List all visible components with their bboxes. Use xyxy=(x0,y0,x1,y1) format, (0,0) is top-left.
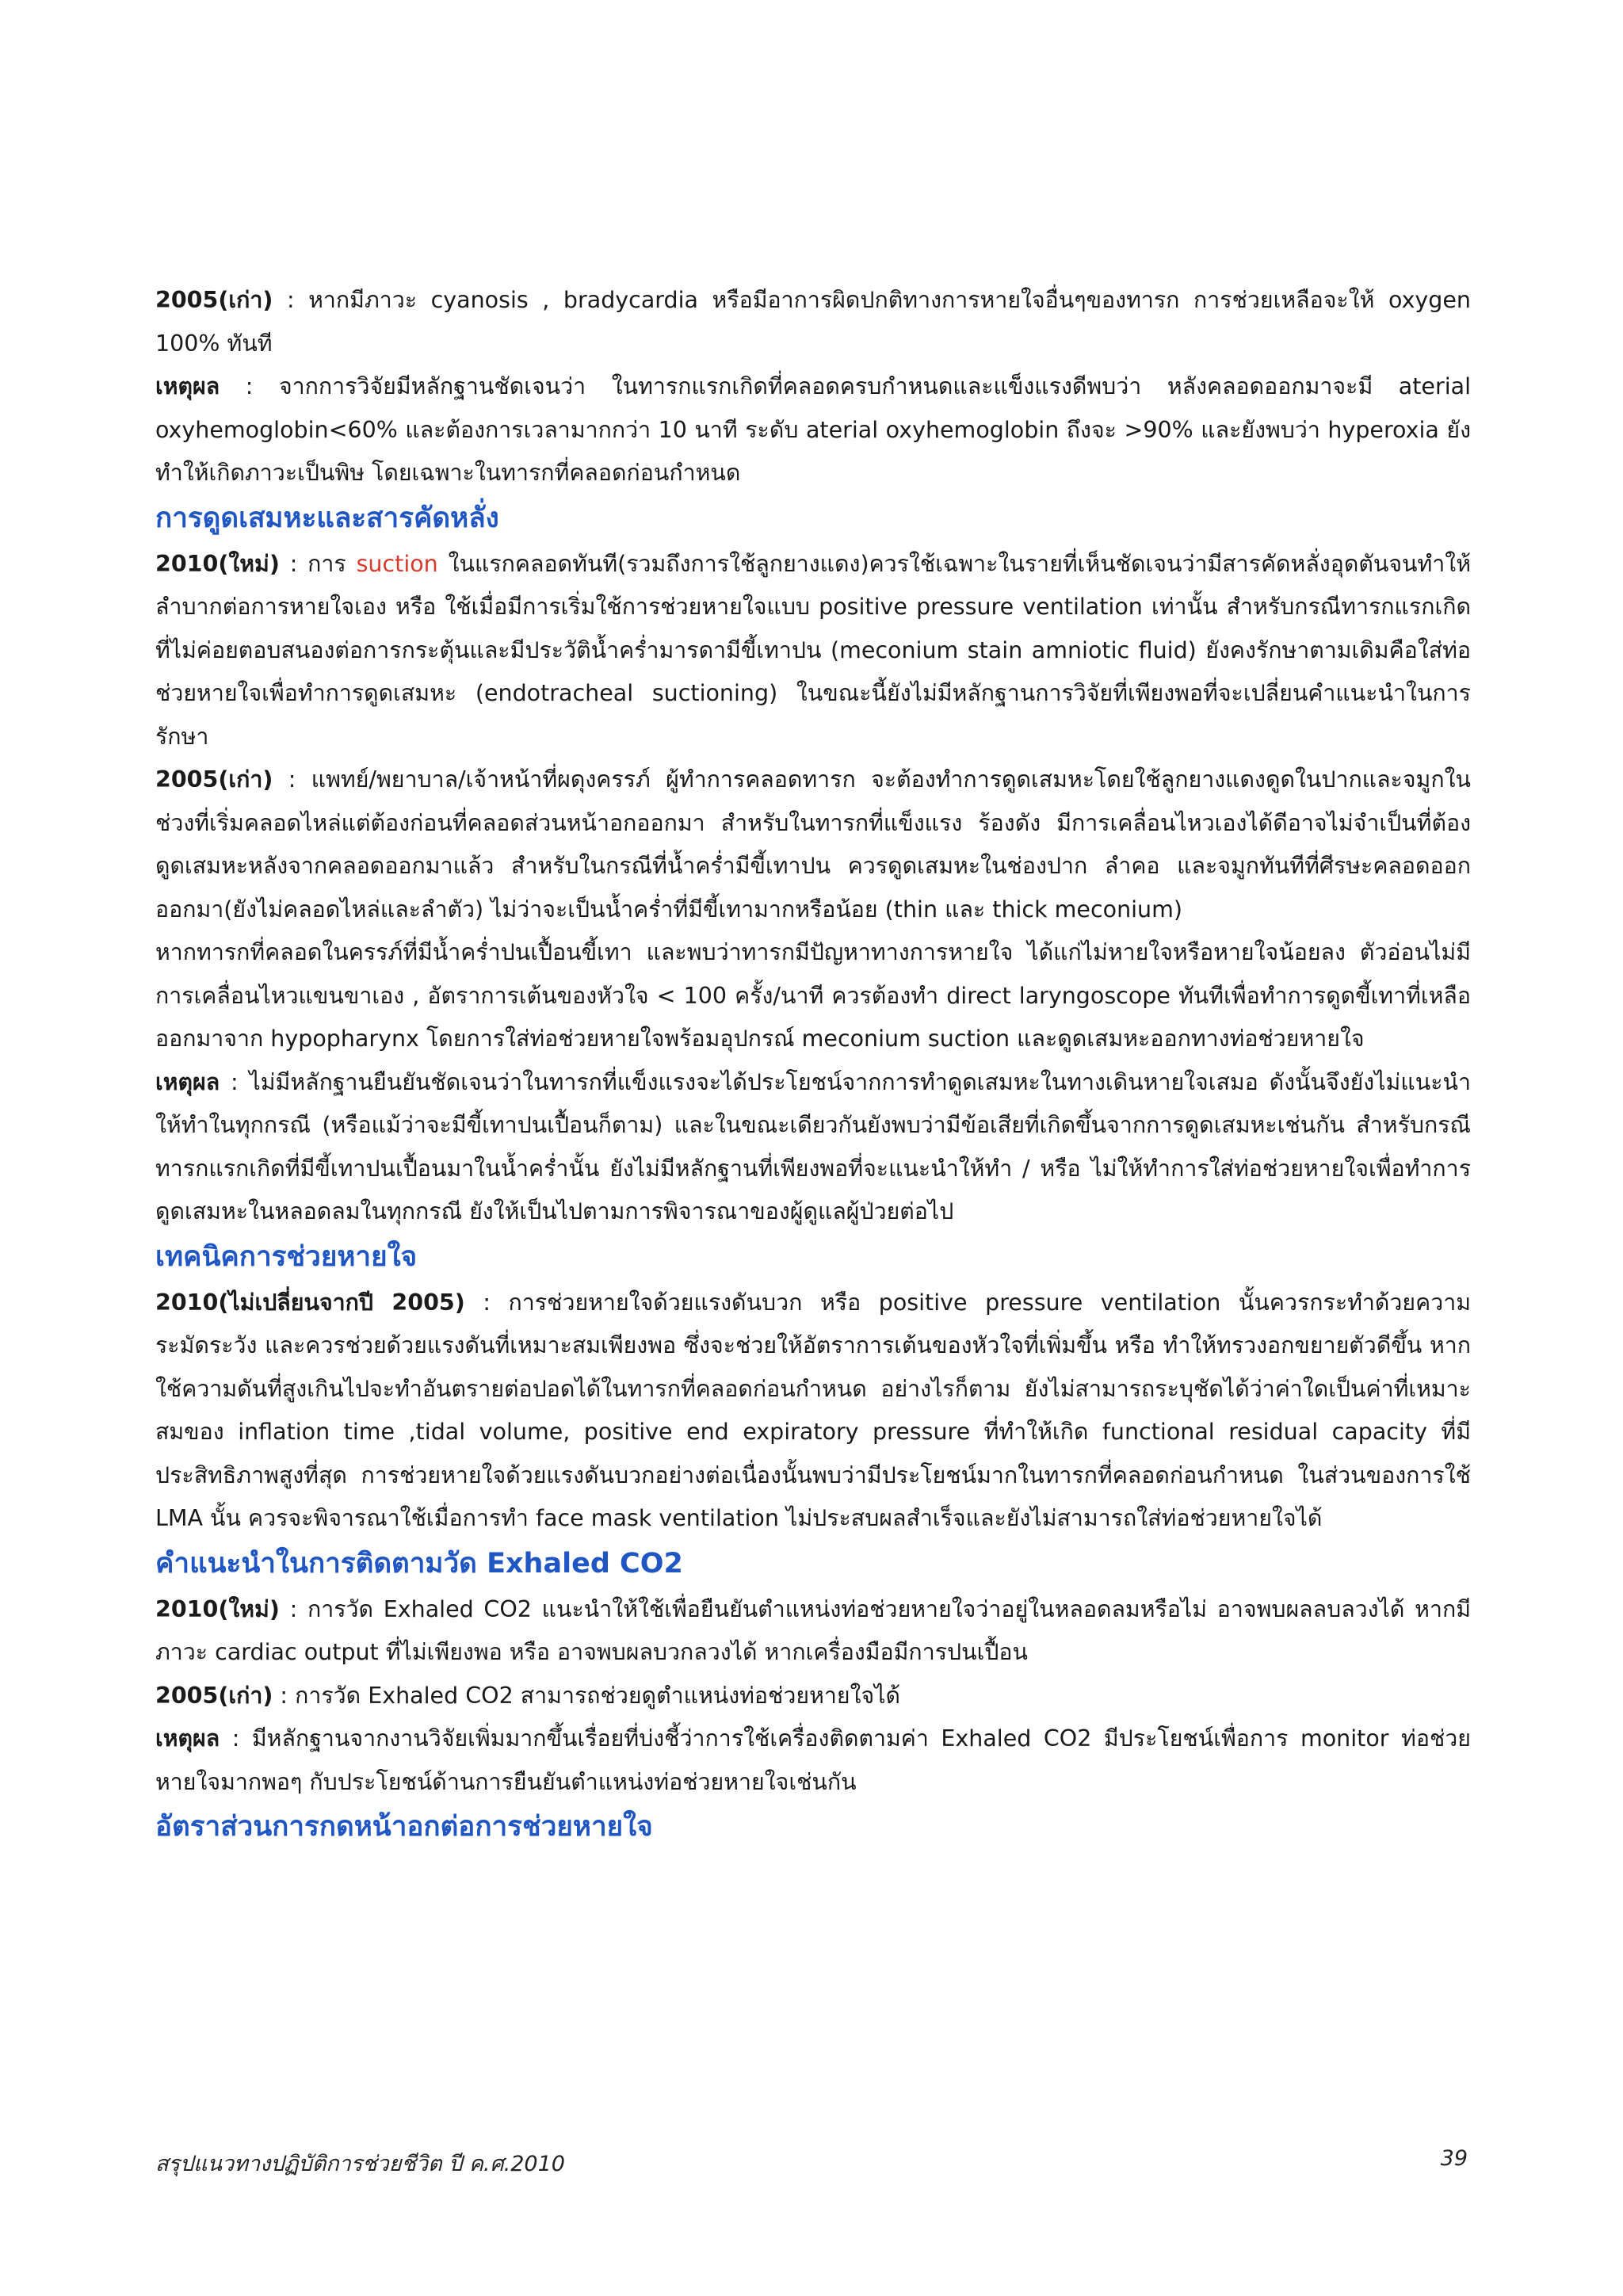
ventilation-recommendation xyxy=(155,1282,1471,1541)
label-2005-old: 2005(เก่า) xyxy=(155,1682,273,1709)
reason-oxygen xyxy=(155,365,1471,495)
label-reason: เหตุผล xyxy=(155,1068,220,1095)
old-recommendation-suction xyxy=(155,758,1471,931)
label-2010-new: 2010(ใหม่) xyxy=(155,550,280,577)
old-recommendation-text: : แพทย์/พยาบาล/เจ้าหน้าที่ผดุงครรภ์ ผู้ทำการคลอดทารก จะต้องทำการดูดเสมหะโดยใช้ลูกยางแดงดูดในปากและจมูกในช่วงที่เริ่มคลอดไหล่แต่ต้องก่อนที่คลอดส่วนหน้าอกออกมา สำหรับในทารกที่แข็งแรง ร้องดัง มีการเคลื่อนไหวเองได้ดีอาจไม่จำเป็นที่ต้องดูดเสมหะหลังจากคลอดออกมาแล้ว สำหรับในกรณีที่น้ำคร่ำมีขี้เทาปน ควรดูดเสมหะในช่องปาก ลำคอ และจมูกทันทีที่ศีรษะคลอดออกออกมา(ยังไม่คลอดไหล่และลำตัว) ไม่ว่าจะเป็นน้ำคร่ำที่มีขี้เทามากหรือน้อย (thin และ thick meconium) xyxy=(155,766,1471,923)
footer-title: สรุปแนวทางปฏิบัติการช่วยชีวิต ปี ค.ศ.2010 xyxy=(155,2152,565,2176)
reason-text: : มีหลักฐานจากงานวิจัยเพิ่มมากขึ้นเรื่อยที่บ่งชี้ว่าการใช้เครื่องติดตามค่า Exhaled CO2 มีประโยชน์เพื่อการ monitor ท่อช่วยหายใจมากพอๆ กับประโยชน์ด้านการยืนยันตำแหน่งท่อช่วยหายใจเช่นกัน xyxy=(155,1725,1471,1795)
page-number: 39 xyxy=(1440,2146,1468,2171)
reason-text: : จากการวิจัยมีหลักฐานชัดเจนว่า ในทารกแรกเกิดที่คลอดครบกำหนดและแข็งแรงดีพบว่า หลังคลอดออกมาจะมี aterial oxyhemoglobin<60% และต้องการเวลามากกว่า 10 นาที ระดับ aterial oxyhemoglobin ถึงจะ >90% และยังพบว่า hyperoxia ยังทำให้เกิดภาวะเป็นพิษ โดยเฉพาะในทารกที่คลอดก่อนกำหนด xyxy=(155,373,1471,486)
reason-suction xyxy=(155,1061,1471,1234)
page-content xyxy=(155,279,1471,1851)
ventilation-text: : การช่วยหายใจด้วยแรงดันบวก หรือ positive pressure ventilation นั้นควรกระทำด้วยความระมัดระวัง และควรช่วยด้วยแรงดันที่เหมาะสมเพียงพอ ซึ่งจะช่วยให้อัตราการเต้นของหัวใจที่เพิ่มขึ้น หรือ ทำให้ทรวงอกขยายตัวดีขึ้น หากใช้ความดันที่สูงเกินไปจะทำอันตรายต่อปอดได้ในทารกที่คลอดก่อนกำหนด อย่างไรก็ตาม ยังไม่สามารถระบุชัดได้ว่าค่าใดเป็นค่าที่เหมาะสมของ inflation time ,tidal volume, positive end expiratory pressure ที่ทำให้เกิด functional residual capacity ที่มีประสิทธิภาพสูงที่สุด การช่วยหายใจด้วยแรงดันบวกอย่างต่อเนื่องนั้นพบว่ามีประโยชน์มากในทารกที่คลอดก่อนกำหนด ในส่วนของการใช้ LMA นั้น ควรจะพิจารณาใช้เมื่อการทำ face mask ventilation ไม่ประสบผลสำเร็จและยังไม่สามารถใส่ท่อช่วยหายใจได้ xyxy=(155,1289,1471,1531)
old-recommendation-text: : การวัด Exhaled CO2 สามารถช่วยดูตำแหน่งท่อช่วยหายใจได้ xyxy=(273,1682,901,1709)
old-recommendation-co2 xyxy=(155,1675,1471,1718)
meconium-paragraph: หากทารกที่คลอดในครรภ์ที่มีน้ำคร่ำปนเปื้อนขี้เทา และพบว่าทารกมีปัญหาทางการหายใจ ได้แก่ไม่หายใจหรือหายใจน้อยลง ตัวอ่อนไม่มีการเคลื่อนไหวแขนขาเอง , อัตราการเต้นของหัวใจ < 100 ครั้ง/นาที ควรต้องทำ direct laryngoscope ทันทีเพื่อทำการดูดขี้เทาที่เหลือออกมาจาก hypopharynx โดยการใส่ท่อช่วยหายใจพร้อมอุปกรณ์ meconium suction และดูดเสมหะออกทางท่อช่วยหายใจ xyxy=(155,939,1471,1052)
heading-ventilation-technique: เทคนิคการช่วยหายใจ xyxy=(155,1240,418,1273)
new-text-body: ในแรกคลอดทันที(รวมถึงการใช้ลูกยางแดง)ควรใช้เฉพาะในรายที่เห็นชัดเจนว่ามีสารคัดหลั่งอุดตันจนทำให้ลำบากต่อการหายใจเอง หรือ ใช้เมื่อมีการเริ่มใช้การช่วยหายใจแบบ positive pressure ventilation เท่านั้น สำหรับกรณีทารกแรกเกิดที่ไม่ค่อยตอบสนองต่อการกระตุ้นและมีประวัติน้ำคร่ำมารดามีขี้เทาปน (meconium stain amniotic fluid) ยังคงรักษาตามเดิมคือใส่ท่อช่วยหายใจเพื่อทำการดูดเสมหะ (endotracheal suctioning) ในขณะนี้ยังไม่มีหลักฐานการวิจัยที่เพียงพอที่จะเปลี่ยนคำแนะนำในการรักษา xyxy=(155,550,1471,750)
label-2010-new: 2010(ใหม่) xyxy=(155,1595,280,1622)
label-2005-old: 2005(เก่า) xyxy=(155,766,273,793)
new-recommendation-text: : การวัด Exhaled CO2 แนะนำให้ใช้เพื่อยืนยันตำแหน่งท่อช่วยหายใจว่าอยู่ในหลอดลมหรือไม่ อาจพบผลลบลวงได้ หากมีภาวะ cardiac output ที่ไม่เพียงพอ หรือ อาจพบผลบวกลวงได้ หากเครื่องมือมีการปนเปื้อน xyxy=(155,1595,1471,1665)
label-2010-unchanged: 2010(ไม่เปลี่ยนจากปี 2005) xyxy=(155,1289,465,1316)
reason-co2 xyxy=(155,1717,1471,1804)
new-recommendation-suction xyxy=(155,543,1471,759)
heading-compression-ratio: อัตราส่วนการกดหน้าอกต่อการช่วยหายใจ xyxy=(155,1811,653,1843)
heading-exhaled-co2: คำแนะนำในการติดตามวัด Exhaled CO2 xyxy=(155,1547,683,1580)
label-reason: เหตุผล xyxy=(155,373,220,399)
old-recommendation-oxygen xyxy=(155,279,1471,365)
new-text-prefix: : การ xyxy=(279,550,357,577)
old-recommendation-text: : หากมีภาวะ cyanosis , bradycardia หรือมีอาการผิดปกติทางการหายใจอื่นๆของทารก การช่วยเหลือจะให้ oxygen 100% ทันที xyxy=(155,287,1471,357)
reason-text: : ไม่มีหลักฐานยืนยันชัดเจนว่าในทารกที่แข็งแรงจะได้ประโยชน์จากการทำดูดเสมหะในทางเดินหายใจเสมอ ดังนั้นจึงยังไม่แนะนำให้ทำในทุกกรณี (หรือแม้ว่าจะมีขี้เทาปนเปื้อนก็ตาม) และในขณะเดียวกันยังพบว่ามีข้อเสียที่เกิดขึ้นจากการดูดเสมหะเช่นกัน สำหรับกรณีทารกแรกเกิดที่มีขี้เทาปนเปื้อนมาในน้ำคร่ำนั้น ยังไม่มีหลักฐานที่เพียงพอที่จะแนะนำให้ทำ / หรือ ไม่ให้ทำการใส่ท่อช่วยหายใจเพื่อทำการดูดเสมหะในหลอดลมในทุกกรณี ยังให้เป็นไปตามการพิจารณาของผู้ดูแลผู้ป่วยต่อไป xyxy=(155,1068,1471,1224)
heading-suction: การดูดเสมหะและสารคัดหลั่ง xyxy=(155,502,499,534)
label-2005-old: 2005(เก่า) xyxy=(155,287,273,313)
label-reason: เหตุผล xyxy=(155,1725,220,1752)
highlight-suction: suction xyxy=(356,550,438,577)
new-recommendation-co2 xyxy=(155,1588,1471,1675)
